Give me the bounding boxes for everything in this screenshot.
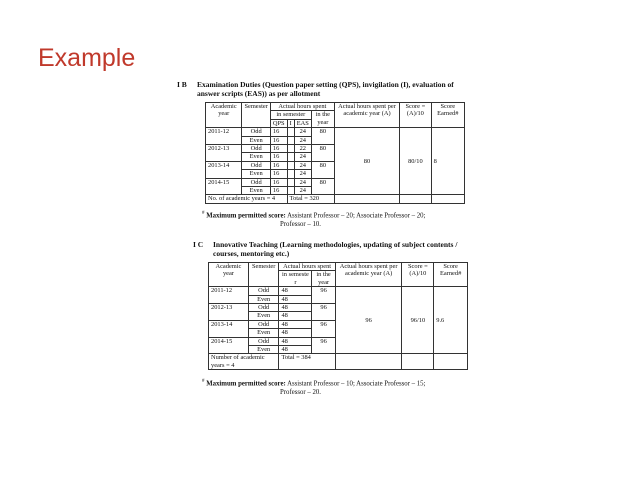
cell-semester: Odd (242, 178, 270, 186)
cell-year-total (312, 329, 335, 337)
footer-blank (402, 354, 434, 370)
cell-year-total: 96 (312, 287, 335, 295)
cell-semester: Odd (242, 145, 270, 153)
th-score: Score = (A)/10 (402, 263, 434, 287)
table-1c (208, 262, 468, 370)
section-1c-heading-line2: courses, mentoring etc.) (213, 249, 290, 258)
cell-i (287, 128, 294, 136)
cell-year (209, 312, 249, 320)
cell-year (206, 136, 242, 144)
cell-year: 2011-12 (206, 128, 242, 136)
th-semester: Semester (242, 103, 270, 128)
cell-year-total: 96 (312, 337, 335, 345)
cell-hours: 48 (279, 312, 312, 320)
cell-qps: 16 (270, 161, 287, 169)
cell-semester: Odd (248, 304, 279, 312)
cell-year-total: 80 (311, 161, 334, 169)
cell-i (287, 170, 294, 178)
cell-hours: 48 (279, 295, 312, 303)
cell-year-total: 80 (311, 128, 334, 136)
slide-title: Example (38, 44, 136, 72)
table-1b (205, 102, 465, 204)
note-1b-label: Maximum permitted score: (206, 212, 286, 220)
cell-qps: 16 (270, 136, 287, 144)
note-1b: # Maximum permitted score: Assistant Professor – 20; Associate Professor – 20; Professor – 10. (202, 211, 426, 228)
cell-i (287, 187, 294, 195)
footer-blank (431, 195, 464, 203)
cell-eas: 24 (294, 153, 311, 161)
cell-score-value: 96/10 (402, 287, 434, 354)
cell-year (206, 170, 242, 178)
cell-eas: 24 (294, 136, 311, 144)
cell-year-total (312, 346, 335, 354)
cell-eas: 24 (294, 170, 311, 178)
cell-eas: 24 (294, 128, 311, 136)
cell-semester: Odd (242, 128, 270, 136)
cell-year-total: 96 (312, 320, 335, 328)
cell-semester: Even (242, 170, 270, 178)
th-in-the-year: in the year (312, 271, 335, 287)
cell-semester: Even (242, 187, 270, 195)
cell-qps: 16 (270, 128, 287, 136)
cell-year: 2014-15 (206, 178, 242, 186)
th-in-the-year: in the year (311, 111, 334, 128)
cell-year-total (312, 312, 335, 320)
cell-qps: 16 (270, 187, 287, 195)
cell-i (287, 161, 294, 169)
cell-semester: Even (242, 136, 270, 144)
footer-blank (400, 195, 431, 203)
cell-eas: 24 (294, 178, 311, 186)
footer-years: Number of academic years = 4 (209, 354, 279, 370)
section-1b-heading (177, 80, 454, 98)
cell-hours: 48 (279, 346, 312, 354)
footer-blank (334, 195, 399, 203)
cell-per-year-value: 80 (334, 128, 399, 195)
cell-semester: Odd (248, 287, 279, 295)
cell-per-year-value: 96 (335, 287, 402, 354)
th-eas: EAS (294, 119, 311, 127)
cell-hours: 48 (279, 320, 312, 328)
th-per-year: Actual hours spent per academic year (A) (335, 263, 402, 287)
cell-semester: Odd (242, 161, 270, 169)
cell-qps: 16 (270, 170, 287, 178)
cell-hours: 48 (279, 287, 312, 295)
cell-semester: Odd (248, 320, 279, 328)
cell-year: 2013-14 (209, 320, 249, 328)
th-in-semester: in semeste r (279, 271, 312, 287)
cell-hours: 48 (279, 329, 312, 337)
cell-year (209, 346, 249, 354)
th-earned: Score Earned# (431, 103, 464, 128)
cell-semester: Even (248, 346, 279, 354)
table-row (209, 287, 468, 295)
th-academic-year: Academic year (209, 263, 249, 287)
cell-qps: 16 (270, 178, 287, 186)
cell-year: 2013-14 (206, 161, 242, 169)
cell-eas: 24 (294, 187, 311, 195)
section-1c-heading (193, 240, 457, 258)
th-qps: QPS (270, 119, 287, 127)
cell-year: 2012-13 (206, 145, 242, 153)
th-actual-hours: Actual hours spent (270, 103, 334, 111)
cell-year-total (311, 187, 334, 195)
note-1c-line1: Assistant Professor – 10; Associate Professor – 15; (287, 380, 426, 388)
cell-i (287, 178, 294, 186)
th-actual-hours: Actual hours spent (279, 263, 335, 271)
table-row (206, 128, 465, 136)
cell-semester: Odd (248, 337, 279, 345)
cell-qps: 16 (270, 153, 287, 161)
cell-earned-value: 8 (431, 128, 464, 195)
section-1c-heading-line1: Innovative Teaching (Learning methodologies, updating of subject contents / (213, 240, 458, 249)
cell-eas: 22 (294, 145, 311, 153)
cell-semester: Even (242, 153, 270, 161)
cell-year-total (312, 295, 335, 303)
cell-year: 2011-12 (209, 287, 249, 295)
note-1c-line2: Professor – 20. (280, 388, 321, 396)
cell-year: 2014-15 (209, 337, 249, 345)
th-score: Score = (A)/10 (400, 103, 431, 128)
cell-year (209, 329, 249, 337)
cell-semester: Even (248, 312, 279, 320)
cell-year-total: 80 (311, 145, 334, 153)
footer-blank (335, 354, 402, 370)
note-1c-label: Maximum permitted score: (206, 380, 286, 388)
cell-year-total (311, 153, 334, 161)
cell-i (287, 145, 294, 153)
cell-i (287, 153, 294, 161)
cell-score-value: 80/10 (400, 128, 431, 195)
cell-hours: 48 (279, 304, 312, 312)
cell-year-total (311, 170, 334, 178)
cell-year-total: 96 (312, 304, 335, 312)
cell-year (206, 153, 242, 161)
cell-semester: Even (248, 329, 279, 337)
cell-hours: 48 (279, 337, 312, 345)
cell-year-total (311, 136, 334, 144)
note-1b-line1: Assistant Professor – 20; Associate Professor – 20; (287, 212, 426, 220)
cell-qps: 16 (270, 145, 287, 153)
cell-year: 2012-13 (209, 304, 249, 312)
cell-i (287, 136, 294, 144)
th-i: I (287, 119, 294, 127)
section-1c-number: I C (193, 240, 204, 249)
th-academic-year: Academic year (206, 103, 242, 128)
footer-blank (434, 354, 468, 370)
cell-eas: 24 (294, 161, 311, 169)
footer-total: Total = 320 (287, 195, 334, 203)
cell-year (206, 187, 242, 195)
cell-semester: Even (248, 295, 279, 303)
th-earned: Score Earned# (434, 263, 468, 287)
note-1c: # Maximum permitted score: Assistant Professor – 10; Associate Professor – 15; Professor – 20. (202, 379, 426, 396)
cell-earned-value: 9.6 (434, 287, 468, 354)
th-semester: Semester (248, 263, 279, 287)
th-in-semester: in semester (270, 111, 311, 119)
footer-total: Total = 384 (279, 354, 335, 370)
th-per-year: Actual hours spent per academic year (A) (334, 103, 399, 128)
section-1b-heading-line1: Examination Duties (Question paper setting (QPS), invigilation (I), evaluation of (197, 80, 454, 89)
section-1b-heading-line2: answer scripts (EAS)) as per allotment (197, 89, 321, 98)
cell-year-total: 80 (311, 178, 334, 186)
note-1b-line2: Professor – 10. (280, 220, 321, 228)
footer-years: No. of academic years = 4 (206, 195, 288, 203)
section-1b-number: I B (177, 80, 187, 89)
cell-year (209, 295, 249, 303)
